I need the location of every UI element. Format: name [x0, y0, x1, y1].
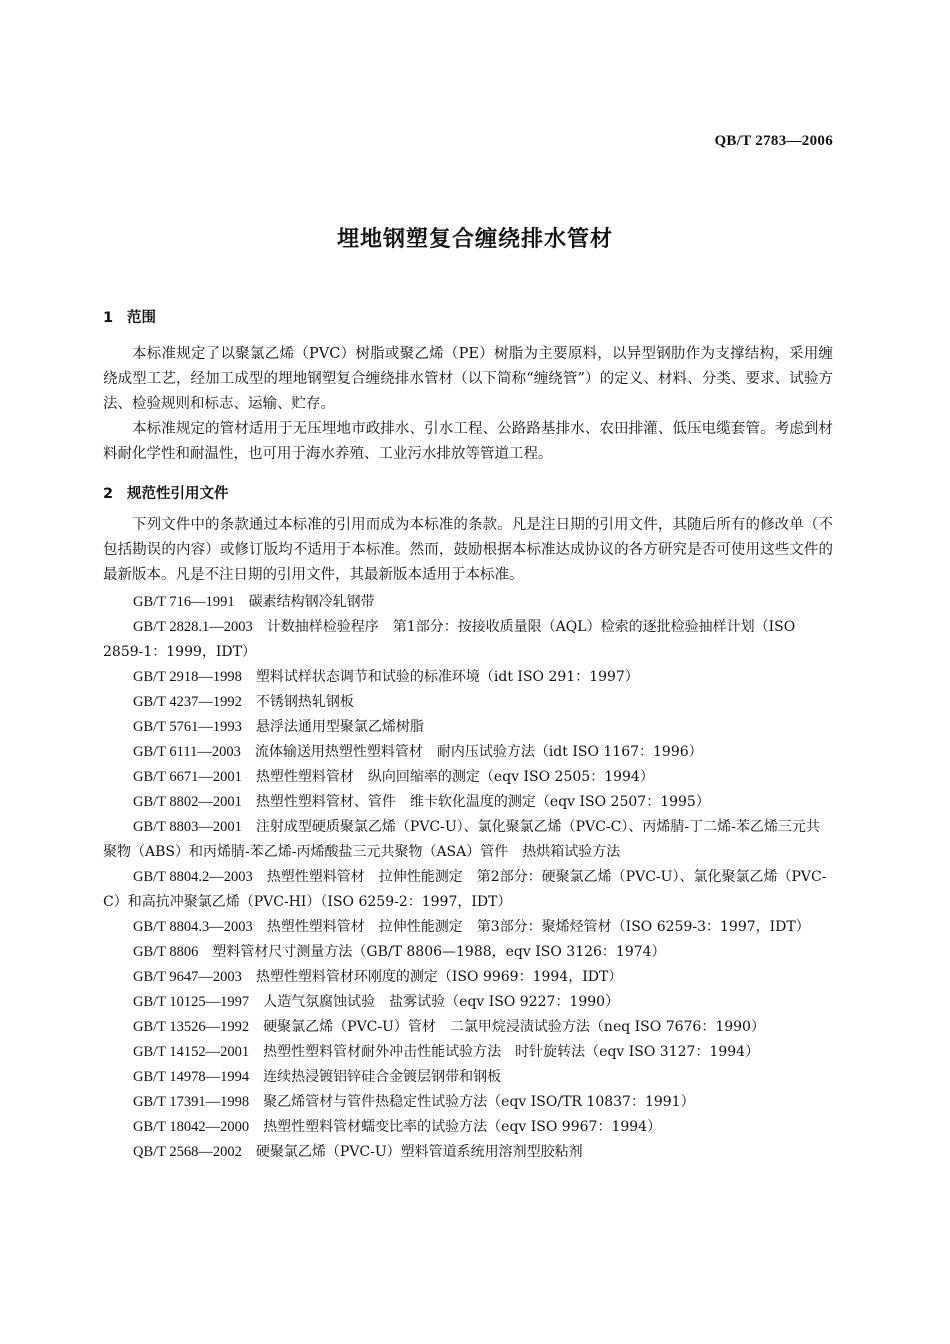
reference-code: QB/T 2568—2002 [133, 1144, 242, 1160]
reference-item [103, 790, 833, 815]
reference-code: GB/T 8803—2001 [133, 819, 242, 835]
reference-item [103, 965, 833, 990]
reference-item [103, 690, 833, 715]
reference-item [103, 815, 833, 865]
reference-code: GB/T 2828.1—2003 [133, 619, 253, 635]
reference-code: GB/T 6671—2001 [133, 769, 242, 785]
reference-item [103, 1040, 833, 1065]
reference-code: GB/T 14152—2001 [133, 1044, 250, 1060]
reference-title: 连续热浸镀铝锌硅合金镀层钢带和钢板 [263, 1069, 502, 1085]
section-1-number: 1 [103, 310, 114, 326]
reference-item [103, 915, 833, 940]
reference-item [103, 1015, 833, 1040]
reference-code: GB/T 4237—1992 [133, 694, 242, 710]
reference-title: 计数抽样检验程序 第1部分：按接收质量限（AQL）检索的逐批检验抽样计划（ISO 2859-1：1999，IDT） [103, 619, 796, 660]
reference-item [103, 765, 833, 790]
reference-title: 硬聚氯乙烯（PVC-U）管材 二氯甲烷浸渍试验方法（neq ISO 7676：1990） [263, 1019, 765, 1035]
reference-item [103, 1065, 833, 1090]
reference-title: 硬聚氯乙烯（PVC-U）塑料管道系统用溶剂型胶粘剂 [255, 1144, 583, 1160]
reference-item [103, 865, 833, 915]
reference-item [103, 665, 833, 690]
section-1-paragraph-1: 本标准规定了以聚氯乙烯（PVC）树脂或聚乙烯（PE）树脂为主要原料，以异型钢肋作为支撑结构，采用缠绕成型工艺，经加工成型的埋地钢塑复合缠绕排水管材（以下简称“缠绕管”）的定义、材料、分类、要求、试验方法、检验规则和标志、运输、贮存。 [103, 346, 833, 412]
reference-title: 热塑性塑料管材、管件 维卡软化温度的测定（eqv ISO 2507：1995） [255, 794, 710, 810]
reference-item [103, 1140, 833, 1165]
reference-code: GB/T 8804.2—2003 [133, 869, 253, 885]
reference-code: GB/T 10125—1997 [133, 994, 250, 1010]
section-2-number: 2 [103, 486, 114, 502]
reference-title: 人造气氛腐蚀试验 盐雾试验（eqv ISO 9227：1990） [263, 994, 620, 1010]
reference-title: 热塑性塑料管材蠕变比率的试验方法（eqv ISO 9967：1994） [263, 1119, 662, 1135]
reference-code: GB/T 716—1991 [133, 594, 235, 610]
section-2-heading [103, 482, 229, 503]
reference-code: GB/T 14978—1994 [133, 1069, 250, 1085]
reference-title: 聚乙烯管材与管件热稳定性试验方法（eqv ISO/TR 10837：1991） [263, 1094, 695, 1110]
section-2-title: 规范性引用文件 [127, 486, 229, 502]
standard-code: QB/T 2783—2006 [714, 133, 833, 149]
reference-item [103, 615, 833, 665]
reference-title: 流体输送用热塑性塑料管材 耐内压试验方法（idt ISO 1167：1996） [254, 744, 703, 760]
reference-code: GB/T 17391—1998 [133, 1094, 250, 1110]
reference-code: GB/T 8802—2001 [133, 794, 242, 810]
reference-code: GB/T 13526—1992 [133, 1019, 250, 1035]
reference-code: GB/T 8804.3—2003 [133, 919, 253, 935]
document-title: 埋地钢塑复合缠绕排水管材 [336, 227, 613, 252]
reference-code: GB/T 5761—1993 [133, 719, 242, 735]
reference-title: 塑料管材尺寸测量方法（GB/T 8806—1988，eqv ISO 3126：1974） [212, 944, 666, 960]
reference-item [103, 715, 833, 740]
reference-title: 不锈钢热轧钢板 [255, 694, 354, 710]
reference-item [103, 590, 833, 615]
section-1-heading [103, 306, 156, 327]
reference-title: 注射成型硬质聚氯乙烯（PVC-U）、氯化聚氯乙烯（PVC-C）、丙烯腈-丁二烯-苯乙烯三元共聚物（ABS）和丙烯腈-苯乙烯-丙烯酸盐三元共聚物（ASA）管件 热烘箱试验方法 [103, 819, 820, 860]
reference-item [103, 1090, 833, 1115]
reference-title: 热塑性塑料管材 纵向回缩率的测定（eqv ISO 2505：1994） [255, 769, 654, 785]
reference-title: 悬浮法通用型聚氯乙烯树脂 [255, 719, 424, 735]
reference-item [103, 990, 833, 1015]
reference-title: 塑料试样状态调节和试验的标准环境（idt ISO 291：1997） [255, 669, 639, 685]
reference-item [103, 940, 833, 965]
section-2-paragraph-1: 下列文件中的条款通过本标准的引用而成为本标准的条款。凡是注日期的引用文件，其随后所有的修改单（不包括勘误的内容）或修订版均不适用于本标准。然而，鼓励根据本标准达成协议的各方研究是否可使用这些文件的最新版本。凡是不注日期的引用文件，其最新版本适用于本标准。 [103, 517, 833, 583]
reference-code: GB/T 2918—1998 [133, 669, 242, 685]
reference-code: GB/T 6111—2003 [133, 744, 241, 760]
normative-reference-list [103, 590, 833, 1165]
reference-title: 热塑性塑料管材 拉伸性能测定 第3部分：聚烯烃管材（ISO 6259-3：1997，IDT） [266, 919, 810, 935]
section-1-title: 范围 [127, 310, 156, 326]
reference-title: 热塑性塑料管材耐外冲击性能试验方法 时针旋转法（eqv ISO 3127：1994） [263, 1044, 760, 1060]
reference-item [103, 740, 833, 765]
reference-title: 碳素结构钢冷轧钢带 [248, 594, 375, 610]
reference-title: 热塑性塑料管材 拉伸性能测定 第2部分：硬聚氯乙烯（PVC-U）、氯化聚氯乙烯（PVC-C）和高抗冲聚氯乙烯（PVC-HI）（ISO 6259-2：1997，IDT） [103, 869, 827, 910]
reference-code: GB/T 8806 [133, 944, 199, 960]
section-1-paragraph-2: 本标准规定的管材适用于无压埋地市政排水、引水工程、公路路基排水、农田排灌、低压电缆套管。考虑到材料耐化学性和耐温性，也可用于海水养殖、工业污水排放等管道工程。 [103, 421, 833, 462]
reference-title: 热塑性塑料管材环刚度的测定（ISO 9969：1994，IDT） [255, 969, 623, 985]
reference-item [103, 1115, 833, 1140]
reference-code: GB/T 18042—2000 [133, 1119, 250, 1135]
reference-code: GB/T 9647—2003 [133, 969, 242, 985]
